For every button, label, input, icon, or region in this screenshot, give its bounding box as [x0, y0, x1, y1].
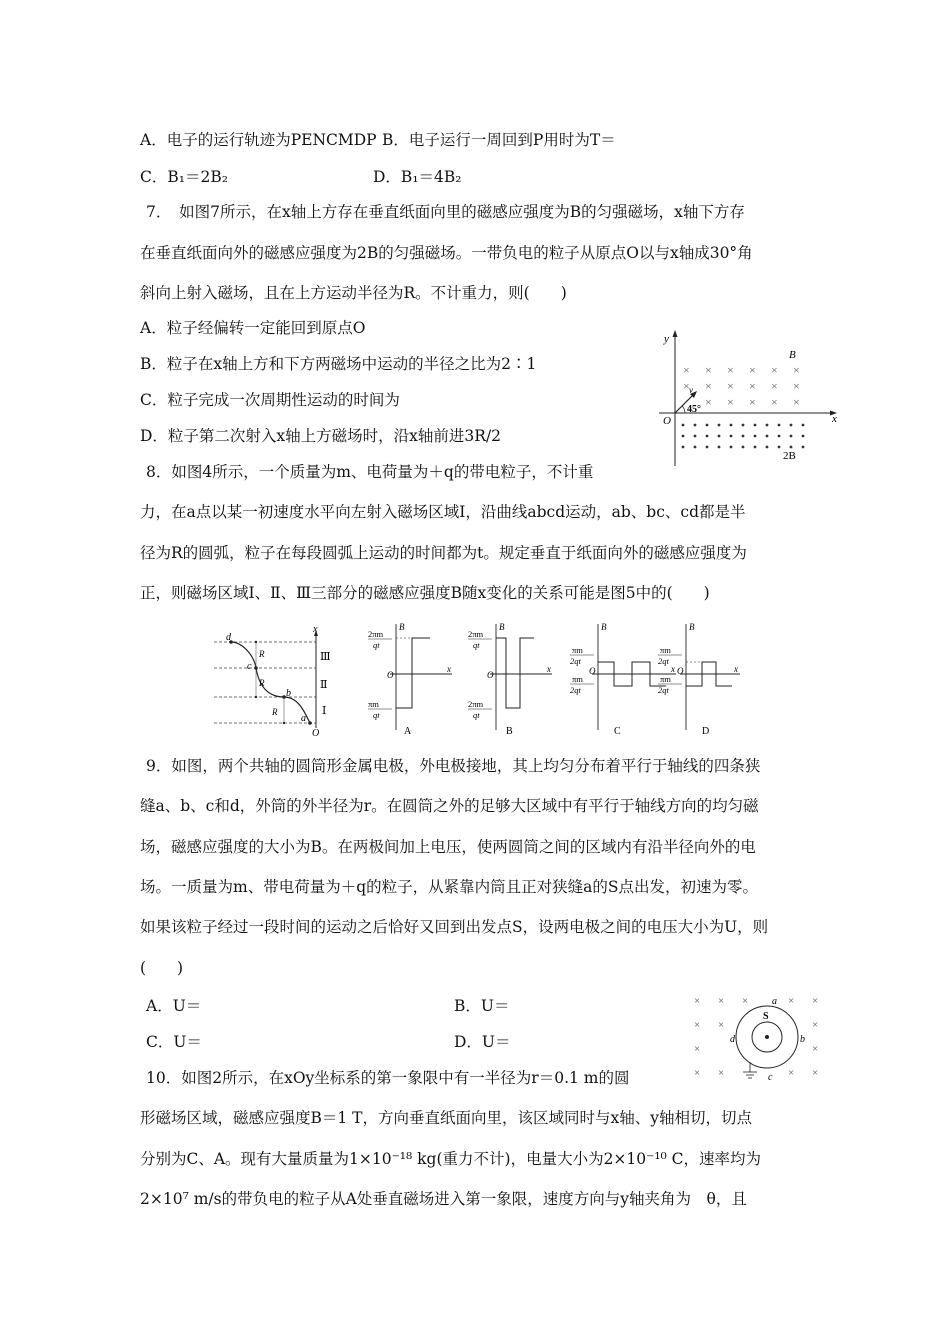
q10-stem-line-2: 形磁场区域，磁感应强度B＝1 T，方向垂直纸面向里，该区域同时与x轴、y轴相切，切点 [140, 1109, 753, 1127]
field-2b-label: 2B [783, 450, 796, 462]
svg-text:qt: qt [373, 640, 380, 650]
svg-text:×: × [683, 363, 690, 377]
q10-stem-line-4: 2×10⁷ m/s的带负电的粒子从A处垂直磁场进入第一象限，速度方向与y轴夹角为 θ，且 [140, 1190, 747, 1208]
svg-text:×: × [718, 1019, 725, 1031]
svg-text:A: A [404, 726, 412, 737]
svg-text:×: × [727, 395, 734, 409]
svg-text:×: × [812, 1019, 819, 1031]
slit-a-label: a [772, 996, 777, 1007]
svg-text:x: x [547, 664, 551, 674]
svg-text:×: × [793, 379, 800, 393]
q9-stem-line-1: 9．如图，两个共轴的圆筒形金属电极，外电极接地，其上均匀分布着平行于轴线的四条狭 [146, 757, 761, 775]
q7-option-a: A．粒子经偏转一定能回到原点O [140, 319, 366, 337]
q9-stem-line-3: 场，磁感应强度的大小为B。在两极间加上电压，使两圆筒之间的区域内有沿半径向外的电 [140, 838, 756, 856]
q9-option-c: C．U＝ [146, 1033, 202, 1051]
svg-text:Ⅲ: Ⅲ [320, 651, 331, 663]
svg-text:d: d [226, 632, 231, 643]
svg-text:2πm: 2πm [468, 699, 484, 709]
svg-text:x: x [734, 664, 738, 674]
y-label: y [664, 333, 669, 345]
svg-text:B: B [499, 622, 505, 632]
svg-text:×: × [705, 395, 712, 409]
svg-text:O: O [677, 666, 684, 676]
svg-text:×: × [793, 395, 800, 409]
slit-d-label: d [730, 1034, 735, 1045]
svg-text:×: × [742, 995, 749, 1007]
svg-text:Ⅰ: Ⅰ [322, 705, 327, 717]
svg-text:2qt: 2qt [570, 685, 581, 695]
svg-text:qt: qt [473, 640, 480, 650]
q10-stem-line-1: 10．如图2所示，在xOy坐标系的第一象限中有一半径为r＝0.1 m的圆 [146, 1069, 630, 1087]
angle-label: 45° [687, 404, 701, 415]
svg-text:×: × [718, 995, 725, 1007]
svg-text:D: D [702, 726, 710, 737]
svg-text:×: × [812, 1067, 819, 1079]
svg-text:R: R [272, 707, 278, 717]
svg-text:2πm: 2πm [468, 629, 484, 639]
q9-option-b: B．U＝ [454, 997, 510, 1015]
q7-magnetic-field-figure [655, 328, 845, 470]
svg-text:×: × [718, 1067, 725, 1079]
svg-text:×: × [694, 995, 701, 1007]
svg-text:O: O [589, 666, 596, 676]
svg-text:×: × [812, 995, 819, 1007]
q7-option-c: C．粒子完成一次周期性运动的时间为 [140, 391, 400, 409]
slit-c-label: c [768, 1072, 773, 1082]
svg-text:2πm: 2πm [368, 629, 384, 639]
q8-trajectory-diagram [214, 624, 331, 738]
q9-stem-line-5: 如果该粒子经过一段时间的运动之后恰好又回到出发点S，设两电极之间的电压大小为U，则 [140, 918, 769, 936]
q9-stem-line-6: ( ) [140, 959, 184, 977]
q7-stem-line-2: 在垂直纸面向外的磁感应强度为2B的匀强磁场。一带负电的粒子从原点O以与x轴成30°角 [140, 244, 753, 262]
q7-stem-line-3: 斜向上射入磁场，且在上方运动半径为R。不计重力，则( ) [140, 284, 567, 302]
slit-b-label: b [800, 1034, 805, 1045]
q8-stem-line-4: 正，则磁场区域Ⅰ、Ⅱ、Ⅲ三部分的磁感应强度B随x变化的关系可能是图5中的( ) [140, 584, 710, 602]
svg-text:Ⅱ: Ⅱ [320, 679, 328, 691]
svg-text:πm: πm [572, 645, 583, 655]
svg-text:×: × [749, 363, 756, 377]
svg-text:×: × [694, 1043, 701, 1055]
angle-arc [682, 406, 685, 413]
y-arrow-icon [673, 330, 678, 337]
svg-text:×: × [727, 363, 734, 377]
svg-text:a: a [301, 713, 306, 724]
q8-stem-line-2: 力，在a点以某一初速度水平向左射入磁场区域Ⅰ，沿曲线abcd运动，ab、bc、cd都是半 [140, 503, 746, 521]
q7-stem-line-1: 7． 如图7所示，在x轴上方存在垂直纸面向里的磁感应强度为B的匀强磁场，x轴下方存 [146, 203, 745, 221]
svg-text:×: × [683, 379, 690, 393]
field-b-label: B [789, 349, 796, 361]
q6-option-a: A．电子的运行轨迹为PENCMDP [140, 131, 377, 149]
q9-option-d: D．U＝ [454, 1033, 511, 1051]
q8-figure-row [212, 620, 742, 738]
svg-text:x: x [447, 664, 451, 674]
svg-text:×: × [749, 379, 756, 393]
svg-text:x: x [671, 664, 675, 674]
origin-label: O [663, 415, 671, 427]
q8-stem-line-1: 8．如图4所示，一个质量为m、电荷量为＋q的带电粒子，不计重 [146, 463, 594, 481]
x-label: x [832, 413, 837, 425]
q6-option-d: D．B₁＝4B₂ [373, 168, 462, 186]
q6-option-c: C．B₁＝2B₂ [140, 168, 228, 186]
svg-text:×: × [705, 363, 712, 377]
svg-text:O: O [487, 670, 494, 680]
q8-graph-a [368, 622, 452, 737]
svg-text:O: O [387, 670, 394, 680]
q7-option-b: B．粒子在x轴上方和下方两磁场中运动的半径之比为2∶1 [140, 355, 537, 373]
q8-stem-line-3: 径为R的圆弧，粒子在每段圆弧上运动的时间都为t。规定垂直于纸面向外的磁感应强度为 [140, 544, 747, 562]
cross-marks [683, 363, 800, 409]
svg-text:×: × [771, 379, 778, 393]
svg-text:×: × [727, 379, 734, 393]
q10-stem-line-3: 分别为C、A。现有大量质量为1×10⁻¹⁸ kg(重力不计)，电量大小为2×10⁻¹⁰ C，速率均为 [140, 1150, 762, 1168]
svg-text:×: × [788, 995, 795, 1007]
svg-text:B: B [689, 622, 695, 632]
svg-text:C: C [614, 726, 621, 737]
svg-text:2qt: 2qt [570, 656, 581, 666]
svg-text:πm: πm [660, 674, 671, 684]
axis-dot [765, 1035, 769, 1039]
svg-text:πm: πm [572, 674, 583, 684]
q9-option-a: A．U＝ [146, 997, 202, 1015]
svg-text:×: × [694, 1067, 701, 1079]
svg-text:B: B [601, 622, 607, 632]
svg-text:2qt: 2qt [658, 656, 669, 666]
svg-text:qt: qt [473, 710, 480, 720]
svg-text:×: × [793, 363, 800, 377]
q9-stem-line-4: 场。一质量为m、带电荷量为＋q的粒子，从紧靠内筒且正对狭缝a的S点出发，初速为零。 [140, 878, 758, 896]
svg-text:b: b [286, 688, 291, 699]
q9-cylinder-electrode-figure [688, 990, 838, 1082]
q8-graph-d [658, 622, 740, 737]
svg-text:πm: πm [660, 645, 671, 655]
svg-text:R: R [259, 649, 265, 659]
particle-path [231, 642, 310, 723]
q7-option-d: D．粒子第二次射入x轴上方磁场时，沿x轴前进3R/2 [140, 427, 502, 445]
svg-text:B: B [399, 622, 405, 632]
svg-text:c: c [247, 661, 252, 672]
svg-text:O: O [312, 728, 320, 738]
point-s-label: S [763, 1011, 769, 1022]
svg-text:×: × [771, 363, 778, 377]
q8-graph-b [468, 622, 552, 737]
svg-text:×: × [749, 395, 756, 409]
q9-stem-line-2: 缝a、b、c和d，外筒的外半径为r。在圆筒之外的足够大区域中有平行于轴线方向的均匀磁 [140, 797, 759, 815]
q6-option-b: B．电子运行一周回到P用时为T＝ [382, 131, 616, 149]
dot-marks [682, 424, 805, 449]
velocity-label: v [689, 385, 693, 395]
svg-text:2qt: 2qt [658, 685, 669, 695]
svg-text:x: x [313, 624, 318, 635]
svg-text:×: × [771, 395, 778, 409]
svg-text:×: × [812, 1043, 819, 1055]
svg-text:qt: qt [373, 710, 380, 720]
svg-text:πm: πm [368, 699, 379, 709]
svg-text:×: × [694, 1019, 701, 1031]
svg-text:×: × [705, 379, 712, 393]
svg-text:R: R [259, 678, 265, 688]
svg-text:×: × [788, 1067, 795, 1079]
svg-text:B: B [506, 726, 513, 737]
